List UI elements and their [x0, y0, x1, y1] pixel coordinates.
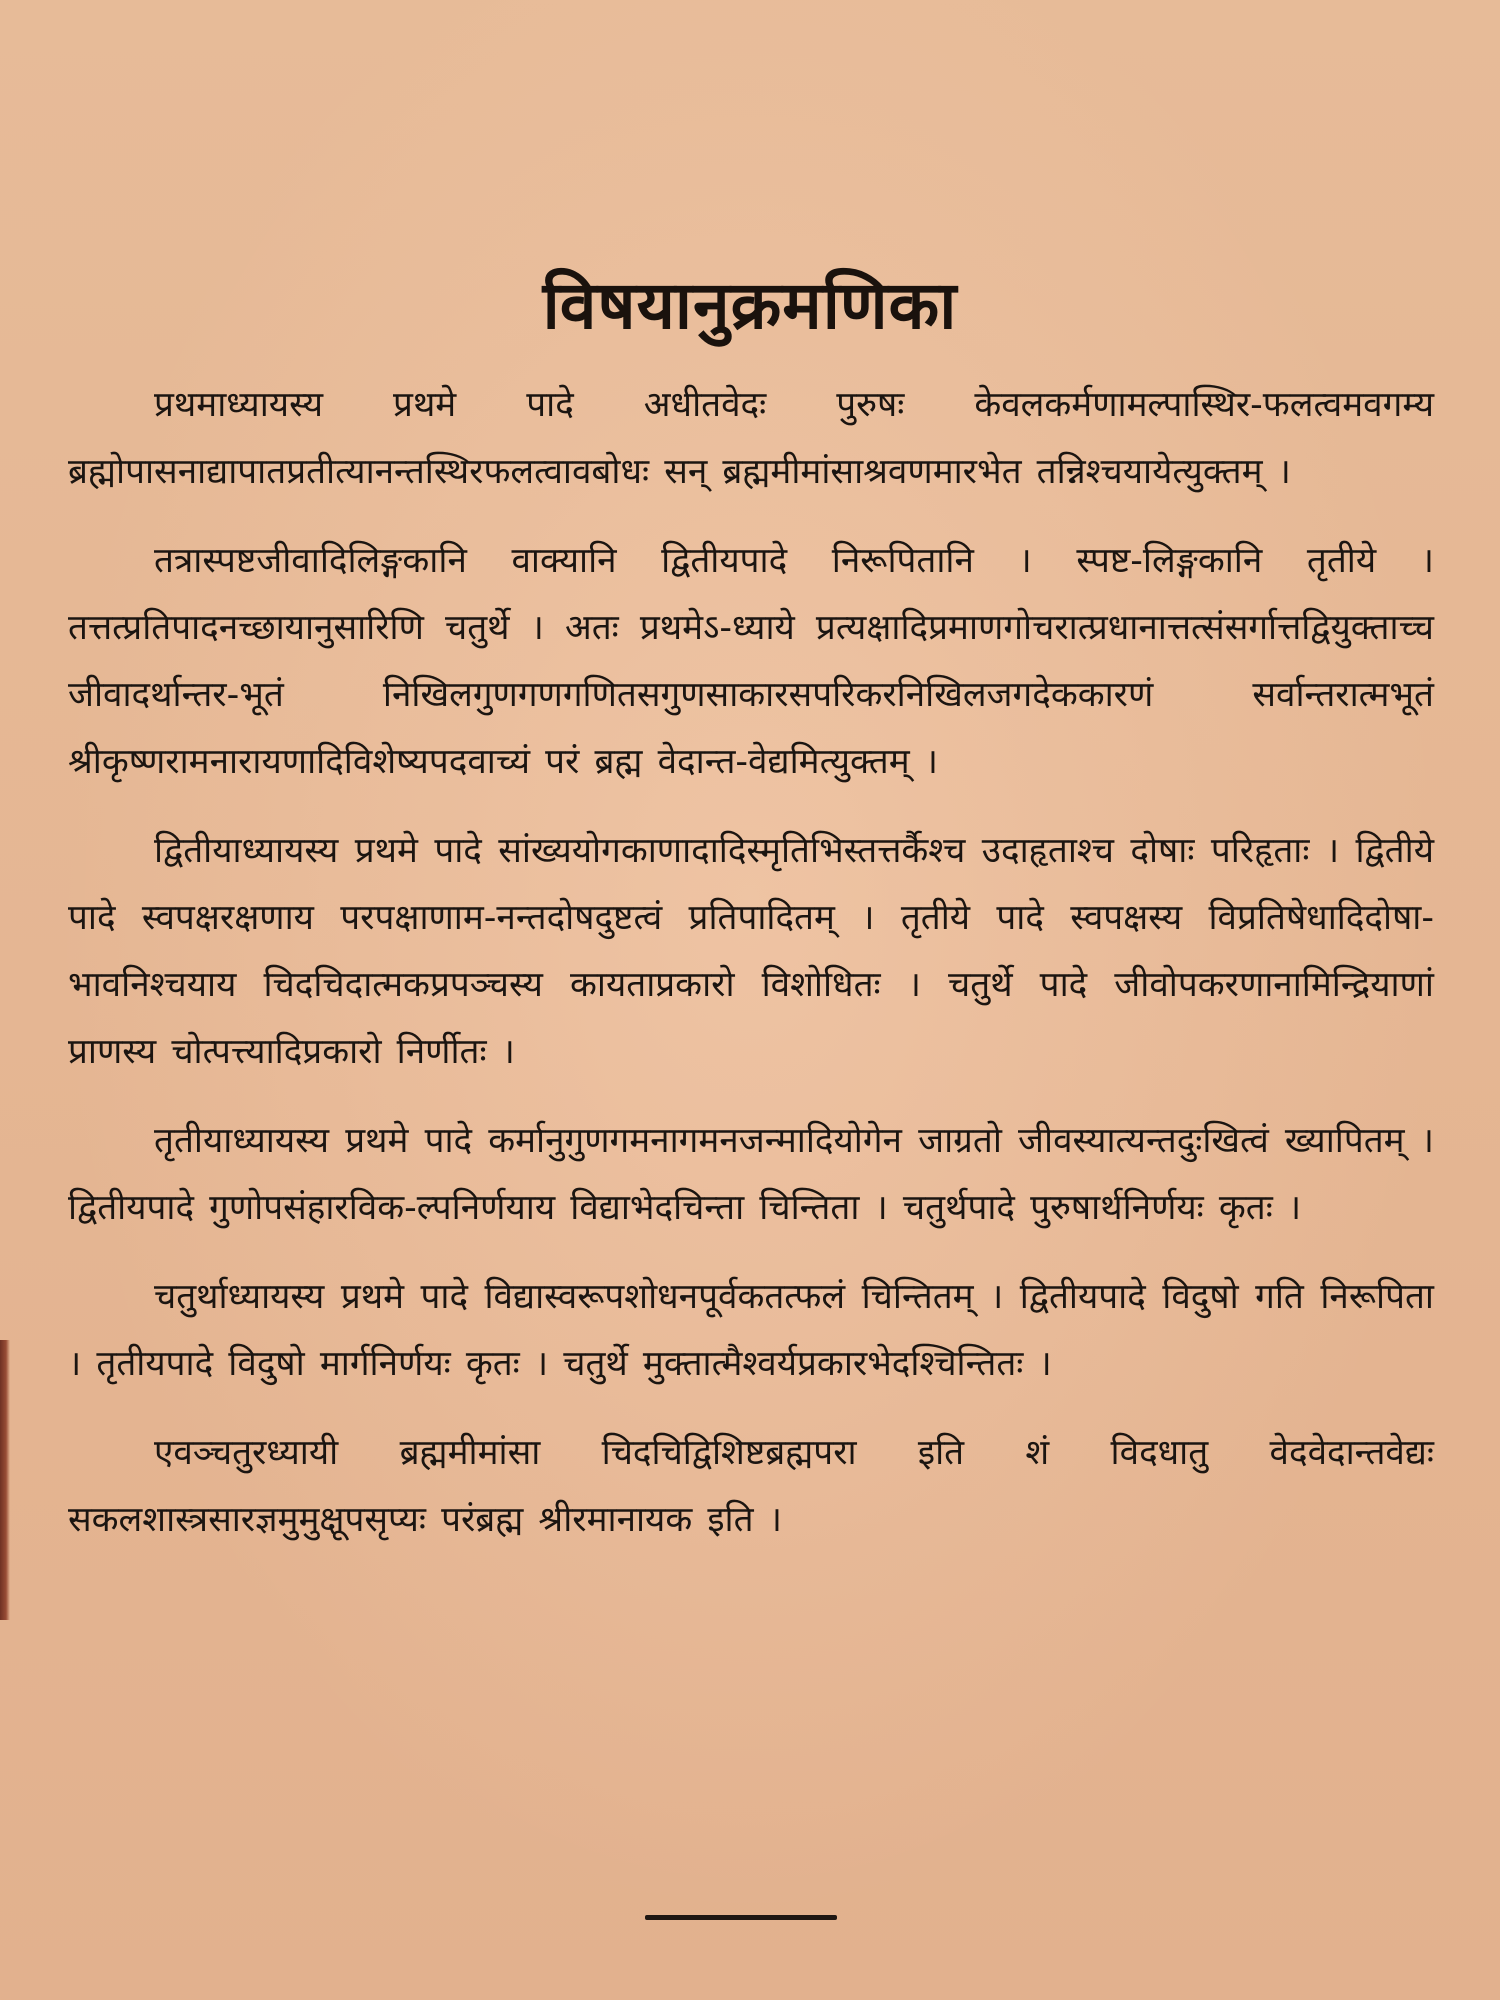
- bleed-through-text: [560, 218, 940, 240]
- paragraph-adhyaya-2: द्वितीयाध्यायस्य प्रथमे पादे सांख्ययोगकाणादादिस्मृतिभिस्तत्तर्कैश्च उदाहृताश्च दोषाः परिहृताः । द्वितीये पादे स्वपक्षरक्षणाय परपक्षाणाम-नन्तदोषदुष्टत्वं प्रतिपादितम् । तृतीये पादे स्वपक्षस्य विप्रतिषेधादिदोषा-भावनिश्चयाय चिदचिदात्मकप्रपञ्चस्य कायताप्रकारो विशोधितः । चतुर्थे पादे जीवोपकरणानामिन्द्रियाणां प्राणस्य चोत्पत्त्यादिप्रकारो निर्णीतः ।: [68, 831, 1434, 1072]
- paragraph-conclusion: एवञ्चतुरध्यायी ब्रह्ममीमांसा चिदचिद्विशिष्टब्रह्मपरा इति शं विदधातु वेदवेदान्तवेद्यः सकलशास्त्रसारज्ञमुमुक्षूपसृप्यः परंब्रह्म श्रीरमानायक इति ।: [68, 1433, 1434, 1540]
- paragraph-adhyaya-1: प्रथमाध्यायस्य प्रथमे पादे अधीतवेदः पुरुषः केवलकर्मणामल्पास्थिर-फलत्वमवगम्य ब्रह्मोपासनाद्यापातप्रतीत्यानन्तस्थिरफलत्वावबोधः सन् ब्रह्ममीमांसाश्रवणमारभेत तन्निश्चयायेत्युक्तम् ।: [68, 385, 1434, 492]
- paragraph-adhyaya-3: तृतीयाध्यायस्य प्रथमे पादे कर्मानुगुणगमनागमनजन्मादियोगेन जाग्रतो जीवस्यात्यन्तदुःखित्वं ख्यापितम् । द्वितीयपादे गुणोपसंहारविक-ल्पनिर्णयाय विद्याभेदचिन्ता चिन्तिता । चतुर्थपादे पुरुषार्थनिर्णयः कृतः ।: [68, 1121, 1434, 1228]
- paragraph-adhyaya-4: चतुर्थाध्यायस्य प्रथमे पादे विद्यास्वरूपशोधनपूर्वकतत्फलं चिन्तितम् । द्वितीयपादे विदुषो गति निरूपिता । तृतीयपादे विदुषो मार्गनिर्णयः कृतः । चतुर्थे मुक्तात्मैश्वर्यप्रकारभेदश्चिन्तितः ।: [68, 1277, 1434, 1384]
- contents-body: [68, 372, 1434, 1576]
- end-rule-divider: [645, 1915, 837, 1920]
- page-title: विषयानुक्रमणिका: [542, 267, 958, 344]
- paragraph-adhyaya-1-padas: तत्रास्पष्टजीवादिलिङ्गकानि वाक्यानि द्वितीयपादे निरूपितानि । स्पष्ट-लिङ्गकानि तृतीये । तत्तत्प्रतिपादनच्छायानुसारिणि चतुर्थे । अतः प्रथमेऽ-ध्याये प्रत्यक्षादिप्रमाणगोचरात्प्रधानात्तत्संसर्गात्तद्वियुक्ताच्च जीवादर्थान्तर-भूतं निखिलगुणगणगणितसगुणसाकारसपरिकरनिखिलजगदेककारणं सर्वान्तरात्मभूतं श्रीकृष्णरामनारायणादिविशेष्यपदवाच्यं परं ब्रह्म वेदान्त-वेद्यमित्युक्तम् ।: [68, 541, 1434, 782]
- binding-edge: [0, 1340, 10, 1620]
